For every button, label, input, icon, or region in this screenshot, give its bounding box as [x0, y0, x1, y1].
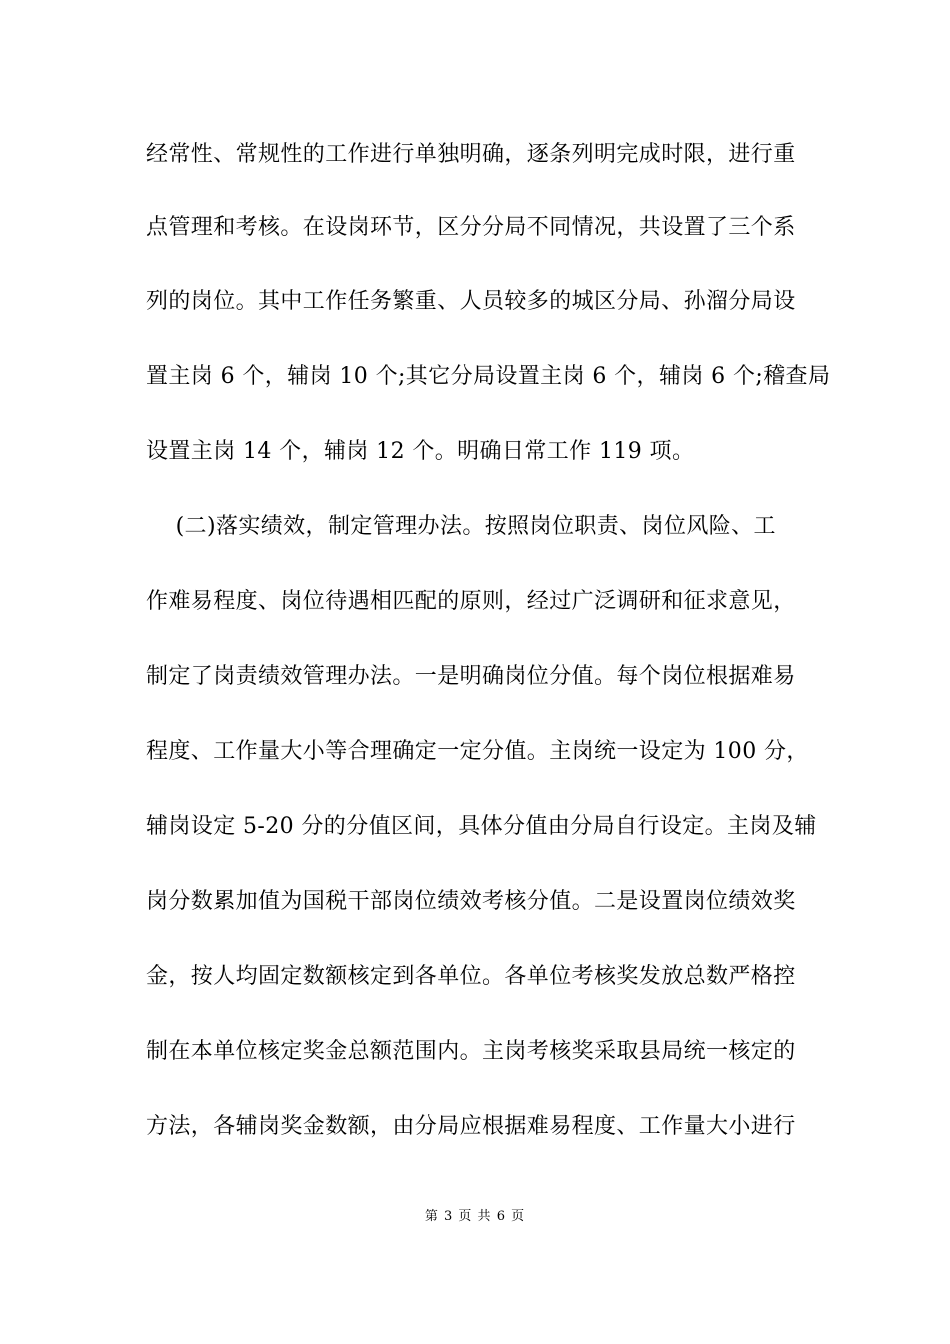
text-line: 程度、工作量大小等合理确定一定分值。主岗统一设定为 100 分， [146, 739, 809, 764]
text-line: 列的岗位。其中工作任务繁重、人员较多的城区分局、孙溜分局设 [146, 289, 796, 314]
text-line: 点管理和考核。在设岗环节，区分分局不同情况，共设置了三个系 [146, 215, 796, 240]
text-line: 制定了岗责绩效管理办法。一是明确岗位分值。每个岗位根据难易 [146, 664, 796, 689]
text-line: 制在本单位核定奖金总额范围内。主岗考核奖采取县局统一核定的 [146, 1039, 796, 1064]
text-line: 作难易程度、岗位待遇相匹配的原则，经过广泛调研和征求意见， [146, 589, 796, 614]
text-line: 设置主岗 14 个，辅岗 12 个。明确日常工作 119 项。 [146, 439, 695, 464]
text-line: 经常性、常规性的工作进行单独明确，逐条列明完成时限，进行重 [146, 142, 796, 167]
text-line: 岗分数累加值为国税干部岗位绩效考核分值。二是设置岗位绩效奖 [146, 889, 796, 914]
text-line: 辅岗设定 5-20 分的分值区间，具体分值由分局自行设定。主岗及辅 [146, 814, 817, 839]
text-line: 金，按人均固定数额核定到各单位。各单位考核奖发放总数严格控 [146, 964, 796, 989]
text-line: 置主岗 6 个，辅岗 10 个;其它分局设置主岗 6 个，辅岗 6 个;稽查局 [146, 364, 831, 389]
page-number: 第 3 页 共 6 页 [424, 1209, 526, 1224]
text-line: (二)落实绩效，制定管理办法。按照岗位职责、岗位风险、工 [146, 514, 776, 539]
text-line: 方法，各辅岗奖金数额，由分局应根据难易程度、工作量大小进行 [146, 1114, 796, 1139]
